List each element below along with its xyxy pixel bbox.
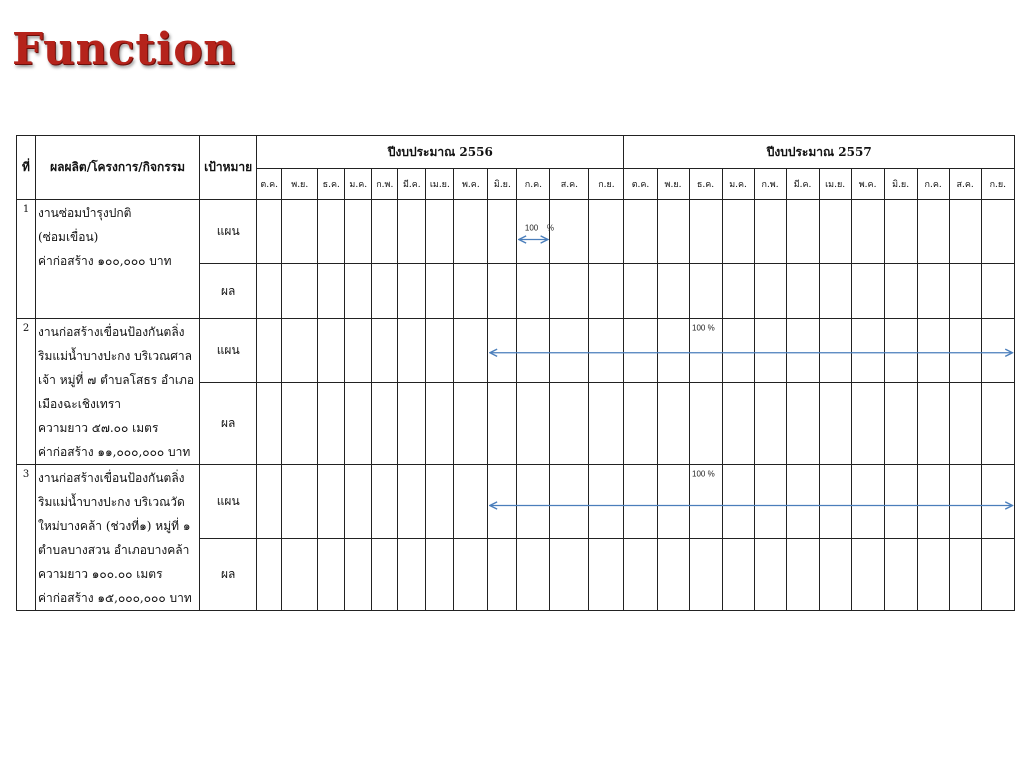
schedule-cell	[454, 264, 488, 319]
schedule-cell	[345, 465, 372, 539]
schedule-cell	[589, 319, 624, 383]
schedule-cell	[624, 383, 657, 465]
schedule-cell	[689, 465, 722, 539]
schedule-cell	[257, 264, 282, 319]
month-header: พ.ค.	[454, 169, 488, 200]
schedule-cell	[550, 465, 589, 539]
schedule-cell	[884, 539, 917, 611]
schedule-cell	[454, 319, 488, 383]
description-line: งานก่อสร้างเขื่อนป้องกันตลิ่ง	[38, 325, 185, 339]
schedule-cell	[282, 319, 318, 383]
month-header: ก.พ.	[372, 169, 398, 200]
month-header: ก.พ.	[754, 169, 786, 200]
schedule-cell	[981, 539, 1014, 611]
month-header: ส.ค.	[949, 169, 981, 200]
schedule-cell	[345, 383, 372, 465]
project-description	[36, 200, 200, 319]
schedule-cell	[657, 465, 689, 539]
schedule-cell	[624, 200, 657, 264]
schedule-cell	[589, 383, 624, 465]
bar-label-unit: %	[546, 223, 554, 233]
result-label: ผล	[200, 264, 257, 319]
bar-label: 100 %	[692, 469, 715, 479]
schedule-cell	[550, 539, 589, 611]
schedule-cell	[981, 264, 1014, 319]
schedule-cell	[318, 264, 345, 319]
schedule-cell	[884, 200, 917, 264]
row-number: 2	[17, 319, 36, 465]
schedule-cell	[345, 539, 372, 611]
schedule-cell	[689, 200, 722, 264]
schedule-cell	[884, 465, 917, 539]
month-header: ม.ค.	[722, 169, 754, 200]
schedule-cell	[917, 319, 949, 383]
month-header: พ.ย.	[657, 169, 689, 200]
schedule-cell	[589, 200, 624, 264]
schedule-cell	[454, 539, 488, 611]
schedule-cell	[884, 264, 917, 319]
header-project: ผลผลิต/โครงการ/กิจกรรม	[36, 136, 200, 200]
schedule-cell	[624, 264, 657, 319]
description-line: ตำบลบางสวน อำเภอบางคล้า	[38, 543, 190, 557]
schedule-cell	[398, 383, 426, 465]
schedule-cell	[851, 200, 884, 264]
schedule-cell	[624, 539, 657, 611]
schedule-cell	[488, 264, 517, 319]
description-line: เจ้า หมู่ที่ ๗ ตำบลโสธร อำเภอ	[38, 373, 195, 387]
month-header: ก.ค.	[517, 169, 550, 200]
schedule-cell	[949, 539, 981, 611]
schedule-cell	[981, 383, 1014, 465]
schedule-cell	[657, 539, 689, 611]
schedule-cell	[589, 465, 624, 539]
schedule-cell	[589, 539, 624, 611]
schedule-cell	[722, 319, 754, 383]
schedule-cell	[426, 539, 454, 611]
schedule-cell	[786, 539, 819, 611]
schedule-cell	[884, 319, 917, 383]
schedule-cell	[657, 319, 689, 383]
schedule-cell	[949, 319, 981, 383]
schedule-cell	[786, 465, 819, 539]
schedule-cell	[851, 264, 884, 319]
schedule-cell	[372, 383, 398, 465]
schedule-cell	[517, 465, 550, 539]
plan-label: แผน	[200, 465, 257, 539]
schedule-cell	[426, 264, 454, 319]
description-line: (ซ่อมเขื่อน)	[38, 230, 99, 244]
description-line: งานก่อสร้างเขื่อนป้องกันตลิ่ง	[38, 471, 185, 485]
schedule-cell	[398, 539, 426, 611]
description-line: ค่าก่อสร้าง ๑๐๐,๐๐๐ บาท	[38, 254, 172, 268]
header-target: เป้าหมาย	[200, 136, 257, 200]
schedule-cell	[318, 465, 345, 539]
bar-label: 100 %	[692, 323, 715, 333]
month-header: ม.ค.	[345, 169, 372, 200]
schedule-cell	[851, 383, 884, 465]
schedule-cell	[819, 465, 851, 539]
description-line: ความยาว ๕๗.๐๐ เมตร	[38, 421, 159, 435]
description-line: ใหม่บางคล้า (ช่วงที่๑) หมู่ที่ ๑	[38, 519, 191, 533]
schedule-cell	[550, 264, 589, 319]
schedule-cell	[917, 264, 949, 319]
schedule-cell	[754, 264, 786, 319]
schedule-cell	[786, 264, 819, 319]
schedule-cell	[819, 319, 851, 383]
schedule-cell	[851, 465, 884, 539]
schedule-cell	[981, 200, 1014, 264]
description-line: งานซ่อมบำรุงปกติ	[38, 206, 132, 220]
schedule-cell	[398, 319, 426, 383]
month-header: มี.ค.	[786, 169, 819, 200]
schedule-cell	[517, 539, 550, 611]
header-year-2557: ปีงบประมาณ 2557	[624, 136, 1015, 169]
description-line: ค่าก่อสร้าง ๑๕,๐๐๐,๐๐๐ บาท	[38, 591, 192, 605]
month-header: มี.ค.	[398, 169, 426, 200]
plan-label: แผน	[200, 200, 257, 264]
month-header: มิ.ย.	[488, 169, 517, 200]
schedule-cell	[257, 319, 282, 383]
schedule-cell	[981, 465, 1014, 539]
schedule-cell	[917, 539, 949, 611]
schedule-cell	[786, 383, 819, 465]
month-header: พ.ค.	[851, 169, 884, 200]
schedule-cell	[851, 539, 884, 611]
schedule-cell	[426, 465, 454, 539]
schedule-cell	[282, 539, 318, 611]
schedule-cell	[819, 383, 851, 465]
header-year-2556: ปีงบประมาณ 2556	[257, 136, 624, 169]
month-header: ก.ย.	[589, 169, 624, 200]
schedule-cell	[917, 200, 949, 264]
month-header: เม.ย.	[819, 169, 851, 200]
schedule-cell	[917, 465, 949, 539]
result-label: ผล	[200, 383, 257, 465]
schedule-cell	[819, 539, 851, 611]
schedule-cell	[372, 200, 398, 264]
schedule-cell	[851, 319, 884, 383]
month-header: ต.ค.	[624, 169, 657, 200]
schedule-cell	[318, 539, 345, 611]
schedule-cell	[282, 383, 318, 465]
schedule-cell	[624, 319, 657, 383]
schedule-cell	[318, 200, 345, 264]
schedule-cell	[282, 465, 318, 539]
schedule-cell	[689, 319, 722, 383]
schedule-cell	[282, 264, 318, 319]
schedule-cell	[754, 465, 786, 539]
schedule-cell	[589, 264, 624, 319]
schedule-cell	[949, 200, 981, 264]
schedule-cell	[345, 200, 372, 264]
schedule-cell	[722, 200, 754, 264]
schedule-cell	[426, 319, 454, 383]
schedule-cell	[454, 465, 488, 539]
schedule-cell	[657, 383, 689, 465]
schedule-cell	[786, 200, 819, 264]
schedule-cell	[981, 319, 1014, 383]
bar-label: 100	[524, 223, 539, 233]
schedule-cell	[550, 200, 589, 264]
description-line: เมืองฉะเชิงเทรา	[38, 397, 122, 411]
schedule-cell	[488, 465, 517, 539]
schedule-cell	[517, 200, 550, 264]
schedule-cell	[345, 264, 372, 319]
schedule-cell	[624, 465, 657, 539]
schedule-cell	[372, 319, 398, 383]
schedule-cell	[454, 200, 488, 264]
schedule-cell	[754, 319, 786, 383]
schedule-cell	[488, 539, 517, 611]
row-number: 3	[17, 465, 36, 611]
schedule-cell	[372, 264, 398, 319]
schedule-cell	[318, 319, 345, 383]
schedule-cell	[257, 539, 282, 611]
schedule-cell	[345, 319, 372, 383]
schedule-cell	[318, 383, 345, 465]
schedule-cell	[917, 383, 949, 465]
description-line: ความยาว ๑๐๐.๐๐ เมตร	[38, 567, 163, 581]
description-line: ริมแม่น้ำบางปะกง บริเวณศาล	[38, 349, 192, 363]
schedule-cell	[819, 200, 851, 264]
schedule-cell	[257, 383, 282, 465]
schedule-cell	[722, 539, 754, 611]
header-no: ที่	[17, 136, 36, 200]
schedule-cell	[426, 200, 454, 264]
schedule-cell	[454, 383, 488, 465]
month-header: มิ.ย.	[884, 169, 917, 200]
month-header: ธ.ค.	[318, 169, 345, 200]
schedule-cell	[754, 539, 786, 611]
month-header: เม.ย.	[426, 169, 454, 200]
plan-label: แผน	[200, 319, 257, 383]
month-header: ต.ค.	[257, 169, 282, 200]
schedule-cell	[257, 200, 282, 264]
month-header: ส.ค.	[550, 169, 589, 200]
schedule-cell	[282, 200, 318, 264]
description-line: ค่าก่อสร้าง ๑๑,๐๐๐,๐๐๐ บาท	[38, 445, 191, 459]
schedule-cell	[517, 319, 550, 383]
schedule-cell	[488, 383, 517, 465]
schedule-cell	[689, 264, 722, 319]
schedule-cell	[398, 465, 426, 539]
schedule-cell	[488, 200, 517, 264]
row-number: 1	[17, 200, 36, 319]
schedule-cell	[949, 383, 981, 465]
schedule-cell	[722, 383, 754, 465]
project-description	[36, 465, 200, 611]
schedule-cell	[372, 539, 398, 611]
schedule-cell	[722, 465, 754, 539]
result-label: ผล	[200, 539, 257, 611]
schedule-cell	[257, 465, 282, 539]
schedule-cell	[657, 200, 689, 264]
schedule-cell	[426, 383, 454, 465]
schedule-cell	[689, 383, 722, 465]
schedule-cell	[949, 465, 981, 539]
schedule-table	[16, 135, 1015, 611]
page-title: Function	[12, 24, 236, 75]
schedule-cell	[517, 383, 550, 465]
schedule-cell	[722, 264, 754, 319]
description-line: ริมแม่น้ำบางปะกง บริเวณวัด	[38, 495, 185, 509]
schedule-cell	[398, 264, 426, 319]
schedule-cell	[949, 264, 981, 319]
schedule-cell	[517, 264, 550, 319]
schedule-cell	[754, 383, 786, 465]
schedule-cell	[550, 383, 589, 465]
schedule-cell	[657, 264, 689, 319]
schedule-cell	[488, 319, 517, 383]
schedule-cell	[754, 200, 786, 264]
schedule-cell	[550, 319, 589, 383]
schedule-cell	[372, 465, 398, 539]
schedule-cell	[398, 200, 426, 264]
month-header: ก.ค.	[917, 169, 949, 200]
schedule-cell	[689, 539, 722, 611]
month-header: ธ.ค.	[689, 169, 722, 200]
schedule-cell	[786, 319, 819, 383]
schedule-cell	[884, 383, 917, 465]
month-header: ก.ย.	[981, 169, 1014, 200]
schedule-cell	[819, 264, 851, 319]
month-header: พ.ย.	[282, 169, 318, 200]
project-description	[36, 319, 200, 465]
